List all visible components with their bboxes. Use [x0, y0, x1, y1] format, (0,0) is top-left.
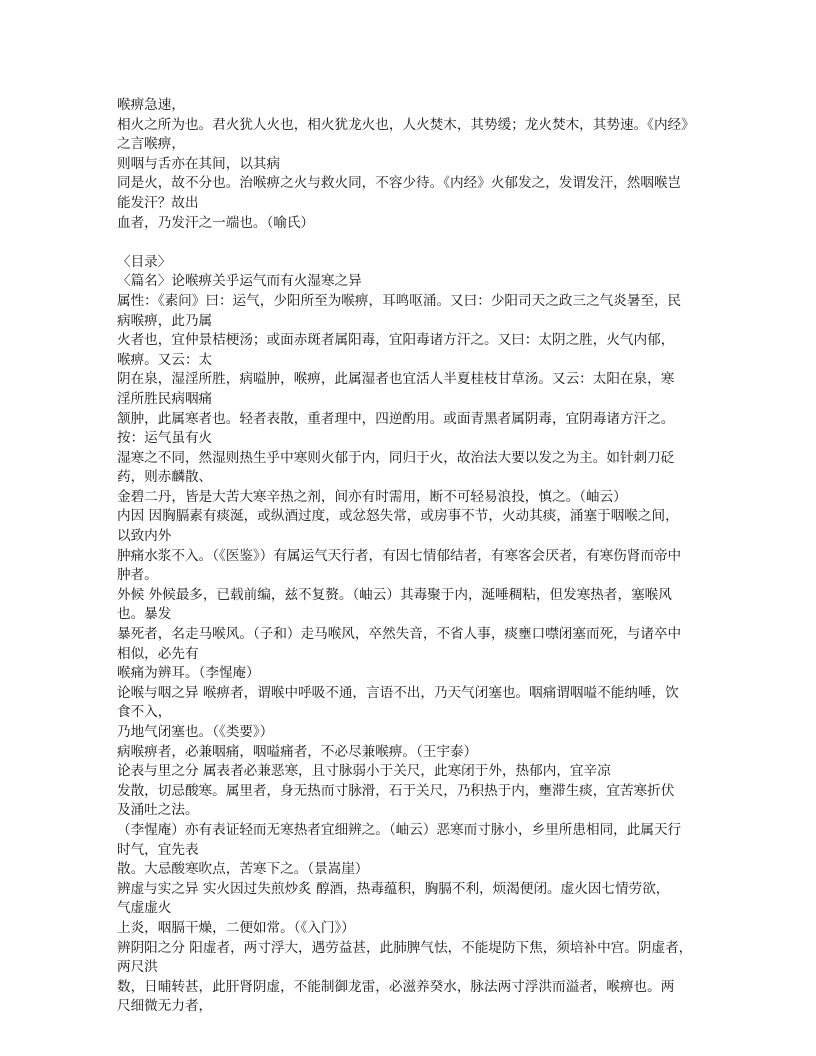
text-line: 喉痹。又云：太	[117, 351, 213, 368]
text-line: 及涌吐之法。	[117, 802, 199, 819]
text-line: 时气，宜先表	[117, 841, 199, 858]
text-line: 血者，乃发汗之一端也。（喻氏）	[117, 214, 315, 231]
text-line: 湿寒之不同，然湿则热生乎中寒则火郁于内，同归于火，故治法大要以发之为主。如针刺刀砭	[117, 449, 675, 466]
text-line: （李惺庵）亦有表证轻而无寒热者宜细辨之。（岫云）恶寒而寸脉小，乡里所患相同，此属天行	[117, 821, 682, 838]
text-line: 能发汗？故出	[117, 194, 199, 211]
text-line: 发散，切忌酸寒。属里者，身无热而寸脉滑，石于关尺，乃积热于内，壅滞生痰，宜苦寒折伏	[117, 782, 675, 799]
text-line: 两尺洪	[117, 959, 158, 976]
text-line: 相似，必先有	[117, 645, 199, 662]
text-line: 相火之所为也。君火犹人火也，相火犹龙火也，人火焚木，其势缓；龙火焚木，其势速。《内经》	[117, 116, 695, 133]
text-line: 阴在泉，湿淫所胜，病嗌肿，喉痹，此属湿者也宜活人半夏桂枝甘草汤。又云：太阳在泉，寒	[117, 371, 675, 388]
text-line: 散。大忌酸寒吹点，苦寒下之。（景嵩崖）	[117, 861, 369, 878]
blank-line	[117, 233, 707, 253]
text-line: 火者也，宜仲景桔梗汤；或面赤斑者属阳毒，宜阳毒诸方汗之。又曰：太阴之胜，火气内郁，	[117, 332, 675, 349]
text-line: 颔肿，此属寒者也。轻者表散，重者理中，四逆酌用。或面青黑者属阴毒，宜阴毒诸方汗之。	[117, 410, 675, 427]
toc-label: 〈目录〉	[117, 253, 172, 270]
text-line: 喉痹急速，	[117, 97, 185, 113]
text-line: 气虚虚火	[117, 900, 172, 917]
text-line: 上炎，咽膈干燥，二便如常。（《入门》）	[117, 919, 355, 936]
text-line: 尺细微无力者，	[117, 998, 213, 1015]
text-line: 辨虚与实之异 实火因过失煎炒炙 醇酒，热毒蕴积，胸膈不利，烦渴便闭。虚火因七情劳欲，	[117, 880, 670, 897]
text-line: 金碧二丹，皆是大苦大寒辛热之剂，间亦有时需用，断不可轻易浪投，慎之。（岫云）	[117, 488, 627, 505]
text-line: 喉痛为辨耳。（李惺庵）	[117, 665, 260, 682]
text-line: 论表与里之分 属表者必兼恶寒，且寸脉弱小于关尺，此寒闭于外，热郁内，宜辛凉	[117, 763, 611, 780]
text-line: 药，则赤麟散、	[117, 469, 213, 486]
text-line: 肿者。	[117, 567, 158, 584]
text-line: 乃地气闭塞也。（《类要》）	[117, 724, 274, 740]
text-line: 之言喉痹，	[117, 136, 185, 153]
text-line: 数，日晡转甚，此肝肾阴虚，不能制御龙雷，必滋养癸水，脉法两寸浮洪而溢者，喉痹也。两	[117, 978, 675, 995]
text-line: 属性：《素问》曰：运气，少阳所至为喉痹，耳鸣呕涌。又曰：少阳司天之政三之气炎暑至，民	[117, 292, 682, 309]
text-line: 食不入，	[117, 704, 172, 721]
text-line: 以致内外	[117, 528, 172, 545]
text-line: 内因 因胸膈素有痰涎，或纵酒过度，或忿怒失常，或房事不节，火动其痰，涌塞于咽喉之间，	[117, 508, 679, 525]
text-line: 则咽与舌亦在其间，以其病	[117, 155, 281, 172]
text-line: 外候 外候最多，已载前编，兹不复赘。（岫云）其毒聚于内，涎唾稠粘，但发寒热者，塞喉风	[117, 586, 672, 603]
text-line: 病喉痹，此乃属	[117, 312, 213, 329]
text-line: 同是火，故不分也。治喉痹之火与救火同，不容少待。《内经》火郁发之，发谓发汗，然咽喉岂	[117, 175, 682, 192]
text-line: 论喉与咽之异 喉痹者，谓喉中呼吸不通，言语不出，乃天气闭塞也。咽痛谓咽嗌不能纳唾，饮	[117, 684, 679, 701]
text-line: 辨阴阳之分 阳虚者，两寸浮大，遇劳益甚，此肺脾气怯，不能堤防下焦，须培补中宫。阴虚者，	[117, 939, 693, 956]
text-line: 淫所胜民病咽痛	[117, 390, 213, 407]
document-page	[117, 96, 707, 1017]
intro-paragraph	[117, 96, 707, 233]
text-line: 暴死者，名走马喉风。（子和）走马喉风，卒然失音，不省人事，痰壅口噤闭塞而死，与诸卒中	[117, 626, 682, 643]
text-line: 病喉痹者，必兼咽痛，咽嗌痛者，不必尽兼喉痹。（王宇泰）	[117, 743, 478, 760]
text-line: 按：运气虽有火	[117, 430, 213, 447]
text-line: 也。暴发	[117, 606, 172, 623]
section-title: 〈篇名〉论喉痹关乎运气而有火湿寒之异	[117, 273, 362, 290]
text-line: 肿痛水浆不入。（《医鉴》）有属运气天行者，有因七情郁结者，有寒客会厌者，有寒伤肾而帝中	[117, 547, 682, 564]
body-text	[117, 292, 707, 1017]
